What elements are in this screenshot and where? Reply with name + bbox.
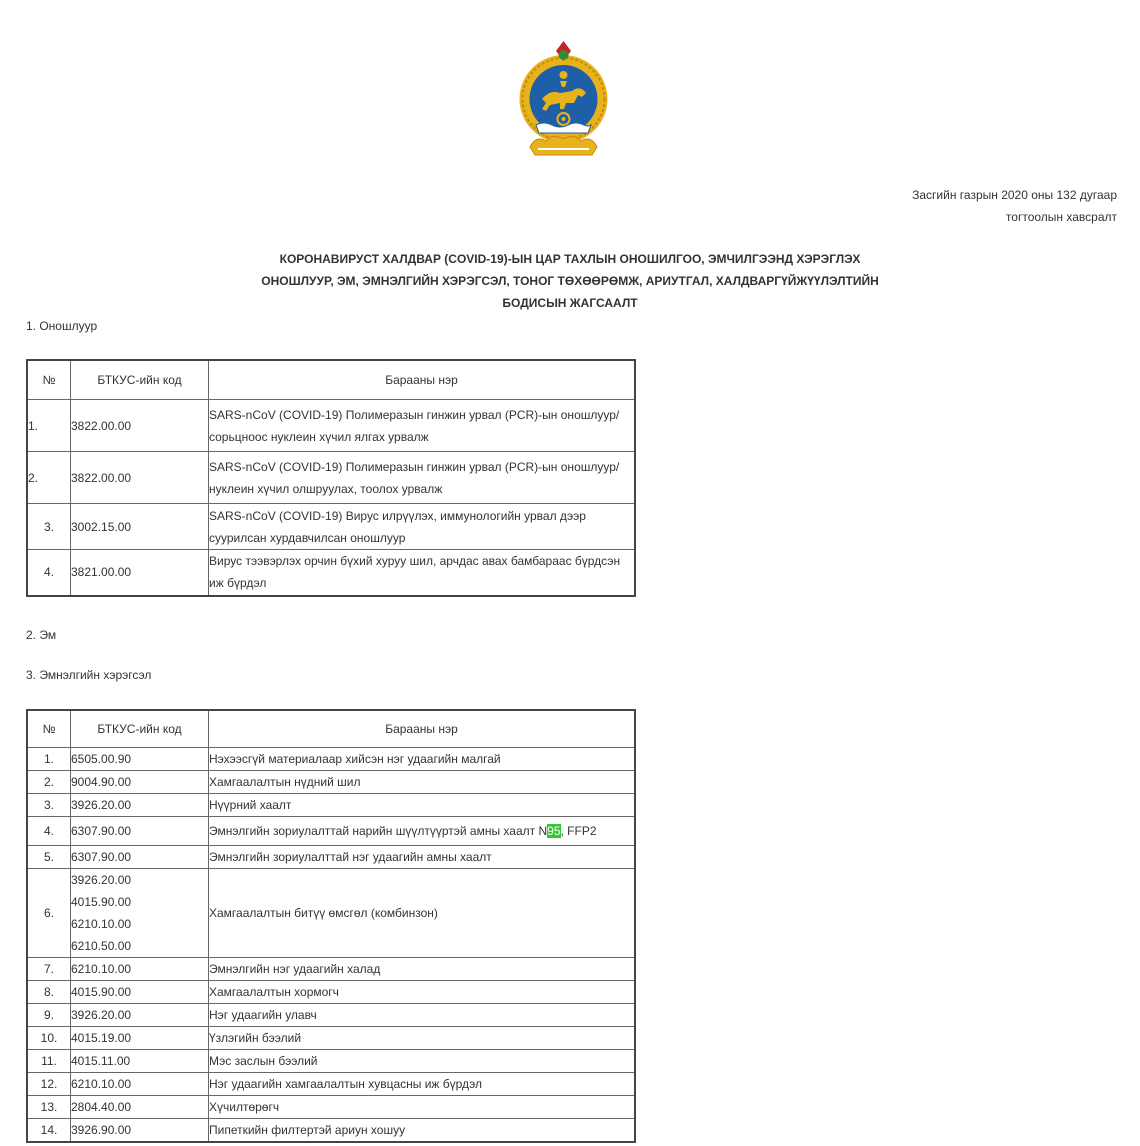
row-code: 4015.90.00: [71, 895, 132, 909]
table-header-row: [27, 710, 635, 748]
table-row: [27, 400, 635, 452]
header-code: БТКУС-ийн код: [71, 710, 209, 748]
row-code: 3822.00.00: [71, 452, 209, 504]
row-code: 9004.90.00: [71, 771, 209, 794]
row-code: 6210.50.00: [71, 939, 132, 953]
table-row: [27, 794, 635, 817]
row-number: 1.: [27, 400, 71, 452]
table-row: [27, 1073, 635, 1096]
table-row: [27, 452, 635, 504]
title-line-2: ОНОШЛУУР, ЭМ, ЭМНЭЛГИЙН ХЭРЭГСЭЛ, ТОНОГ ТӨХӨӨРӨМЖ, АРИУТГАЛ, ХАЛДВАРГҮЙЖҮҮЛЭЛТИЙН: [261, 274, 879, 288]
row-name-line: SARS-nCoV (COVID-19) Вирус илрүүлэх, иммунологийн урвал дээр: [209, 508, 586, 523]
row-code: 4015.11.00: [71, 1050, 209, 1073]
row-number: 12.: [27, 1073, 71, 1096]
row-number: 10.: [27, 1027, 71, 1050]
row-code-list: [71, 869, 209, 958]
row-code: 6505.00.90: [71, 748, 209, 771]
row-name-line: суурилсан хурдавчилсан оношлуур: [209, 530, 406, 545]
medical-supplies-table: [26, 709, 636, 1143]
row-name-line: Вирус тээвэрлэх орчин бүхий хуруу шил, арчдас авах бамбараас бүрдсэн: [209, 554, 621, 569]
title-line-1: КОРОНАВИРУСТ ХАЛДВАР (COVID-19)-ЫН ЦАР ТАХЛЫН ОНОШИЛГОО, ЭМЧИЛГЭЭНД ХЭРЭГЛЭХ: [279, 252, 861, 266]
row-name: Эмнэлгийн зориулалттай нэг удаагийн амны хаалт: [209, 846, 636, 869]
table-row: [27, 550, 635, 596]
row-name: Эмнэлгийн нэг удаагийн халад: [209, 958, 636, 981]
document-title: [0, 248, 1140, 314]
table-row: [27, 981, 635, 1004]
section-heading-medicine: 2. Эм: [26, 628, 57, 642]
row-name-line: иж бүрдэл: [209, 576, 267, 591]
table-row: [27, 771, 635, 794]
row-number: 2.: [27, 452, 71, 504]
row-code: 4015.90.00: [71, 981, 209, 1004]
approval-line-2: тогтоолын хавсралт: [1005, 210, 1117, 224]
table-row: [27, 504, 635, 550]
row-number: 4.: [27, 817, 71, 846]
table-row: [27, 869, 635, 958]
row-number: 6.: [27, 869, 71, 958]
row-name: Нэг удаагийн хамгаалалтын хувцасны иж бүрдэл: [209, 1073, 636, 1096]
row-name: Нэг удаагийн улавч: [209, 1004, 636, 1027]
row-name: Мэс заслын бээлий: [209, 1050, 636, 1073]
row-code: 3926.20.00: [71, 873, 132, 887]
row-name: Пипеткийн филтертэй ариун хошуу: [209, 1119, 636, 1143]
table-row: [27, 1004, 635, 1027]
row-name: [209, 550, 636, 596]
row-number: 14.: [27, 1119, 71, 1143]
row-number: 3.: [27, 794, 71, 817]
row-name: [209, 504, 636, 550]
row-code: 3821.00.00: [71, 550, 209, 596]
header-name: Барааны нэр: [209, 710, 636, 748]
table-row: [27, 958, 635, 981]
row-number: 8.: [27, 981, 71, 1004]
diagnostics-table: [26, 359, 636, 597]
table-row: [27, 846, 635, 869]
row-number: 7.: [27, 958, 71, 981]
row-code: 6210.10.00: [71, 917, 132, 931]
row-name-text: , FFP2: [560, 824, 597, 838]
row-code: 2804.40.00: [71, 1096, 209, 1119]
row-code: 6210.10.00: [71, 958, 209, 981]
state-emblem-icon: [516, 37, 611, 159]
row-name: Хамгаалалтын битүү өмсгөл (комбинзон): [209, 869, 636, 958]
row-number: 13.: [27, 1096, 71, 1119]
row-code: 3002.15.00: [71, 504, 209, 550]
row-code: 6210.10.00: [71, 1073, 209, 1096]
table-row: [27, 1050, 635, 1073]
header-number: №: [27, 710, 71, 748]
row-code: 3926.20.00: [71, 794, 209, 817]
row-name: Нэхээсгүй материалаар хийсэн нэг удаагийн малгай: [209, 748, 636, 771]
row-code: 3926.90.00: [71, 1119, 209, 1143]
search-highlight: 95: [547, 824, 561, 838]
row-name: Хамгаалалтын нүдний шил: [209, 771, 636, 794]
row-name: Үзлэгийн бээлий: [209, 1027, 636, 1050]
row-name-line: нуклеин хүчил олшруулах, тоолох урвалж: [209, 481, 443, 496]
header-code: БТКУС-ийн код: [71, 360, 209, 400]
row-name-line: SARS-nCoV (COVID-19) Полимеразын гинжин урвал (PCR)-ын оношлуур/: [209, 407, 620, 422]
header-name: Барааны нэр: [209, 360, 636, 400]
section-heading-medical-supplies: 3. Эмнэлгийн хэрэгсэл: [26, 668, 152, 682]
row-number: 11.: [27, 1050, 71, 1073]
table-row: [27, 1119, 635, 1143]
title-line-3: БОДИСЫН ЖАГСААЛТ: [502, 296, 638, 310]
row-code: 4015.19.00: [71, 1027, 209, 1050]
table-row: [27, 1027, 635, 1050]
row-name-line: сорьцноос нуклеин хүчил ялгах урвалж: [209, 429, 429, 444]
row-name: [209, 400, 636, 452]
section-heading-diagnostics: 1. Оношлуур: [26, 319, 98, 333]
row-number: 2.: [27, 771, 71, 794]
approval-note: [912, 184, 1117, 228]
row-name: Хамгаалалтын хормогч: [209, 981, 636, 1004]
row-name-text: Эмнэлгийн зориулалттай нарийн шүүлтүүртэй амны хаалт N: [209, 824, 548, 838]
row-number: 1.: [27, 748, 71, 771]
table-header-row: [27, 360, 635, 400]
row-code: 3926.20.00: [71, 1004, 209, 1027]
row-name: [209, 452, 636, 504]
row-name-line: SARS-nCoV (COVID-19) Полимеразын гинжин урвал (PCR)-ын оношлуур/: [209, 459, 620, 474]
row-code: 3822.00.00: [71, 400, 209, 452]
row-code: 6307.90.00: [71, 846, 209, 869]
table-row: [27, 817, 635, 846]
approval-line-1: Засгийн газрын 2020 оны 132 дугаар: [912, 188, 1117, 202]
row-name: Нүүрний хаалт: [209, 794, 636, 817]
header-number: №: [27, 360, 71, 400]
table-row: [27, 1096, 635, 1119]
row-number: 4.: [27, 550, 71, 596]
row-number: 9.: [27, 1004, 71, 1027]
row-number: 3.: [27, 504, 71, 550]
row-name: [209, 817, 636, 846]
table-row: [27, 748, 635, 771]
row-code: 6307.90.00: [71, 817, 209, 846]
row-name: Хүчилтөрөгч: [209, 1096, 636, 1119]
row-number: 5.: [27, 846, 71, 869]
